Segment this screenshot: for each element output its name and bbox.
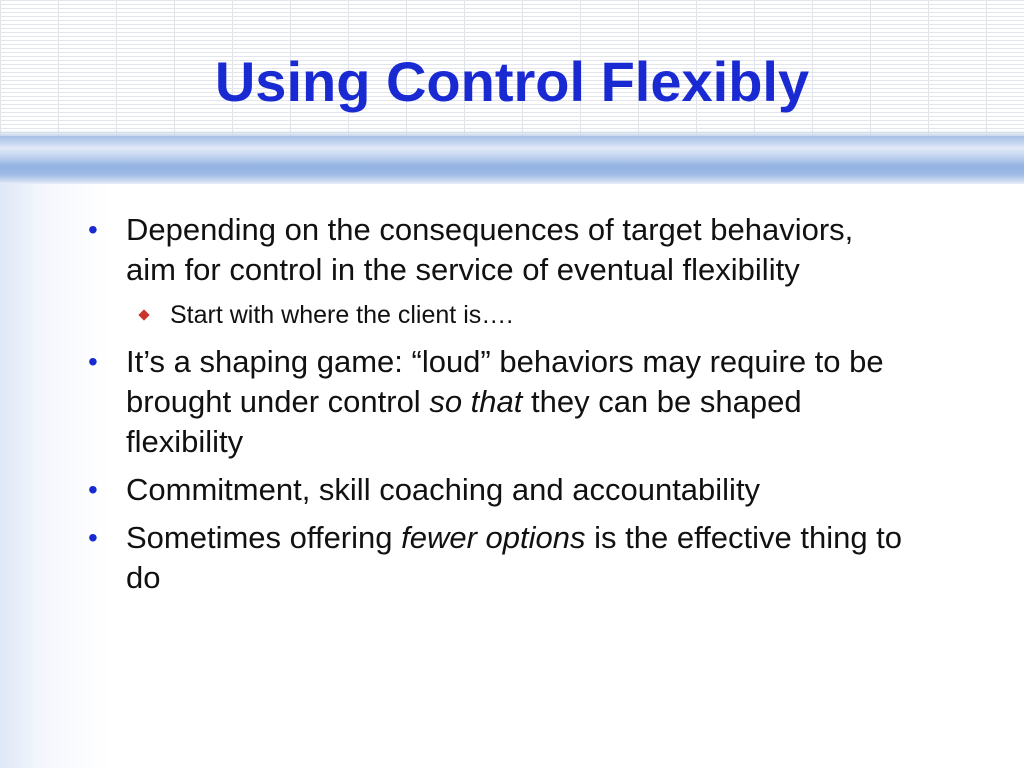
bullet-text: Depending on the consequences of target behaviors, aim for control in the service of eventual flexibility: [126, 212, 854, 287]
sub-bullet-text: Start with where the client is….: [170, 301, 514, 329]
bullet-text-part: It’s a shaping game: “loud” behaviors may require to be brought under control: [126, 344, 884, 419]
bullet-icon: •: [88, 522, 98, 553]
bullet-text-part: is the effective thing to do: [126, 520, 903, 595]
bullet-item: [88, 518, 908, 598]
bullet-item: [88, 470, 908, 510]
bullet-icon: •: [88, 346, 98, 377]
bullet-icon: •: [88, 214, 98, 245]
bullet-icon: •: [88, 474, 98, 505]
title-underline-bar: [0, 136, 1024, 184]
bullet-text: Commitment, skill coaching and accountability: [126, 472, 761, 507]
bullet-text-emphasis: so that: [429, 384, 523, 419]
diamond-bullet-icon: [138, 309, 149, 320]
bullet-list: [88, 210, 908, 606]
bullet-text-emphasis: fewer options: [401, 520, 586, 555]
bullet-text-part: Sometimes offering: [126, 520, 402, 555]
bullet-item: [88, 210, 908, 290]
bullet-item: [88, 342, 908, 462]
bullet-text-part: they can be shaped flexibility: [126, 384, 802, 459]
slide-title: Using Control Flexibly: [214, 50, 810, 113]
sub-bullet-item: [88, 298, 908, 332]
